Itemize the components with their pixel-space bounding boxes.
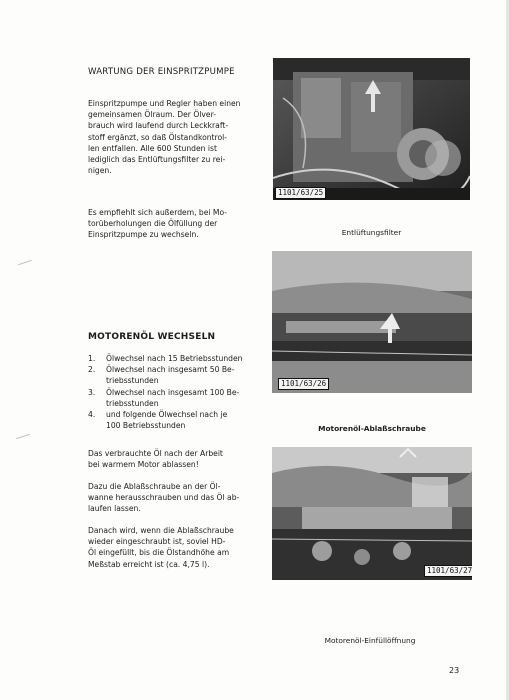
figure-label: 1101/63/26: [278, 378, 329, 390]
figure-caption: Motorenöl-Einfüllöffnung: [324, 636, 416, 645]
paragraph-ueberholung: [88, 207, 246, 241]
text-line: wanne herausschrauben und das Öl ab-: [88, 493, 240, 503]
text-line: Dazu die Ablaßschraube an der Öl-: [88, 482, 221, 491]
oil-pan-photo-illustration: [272, 251, 472, 393]
text-line: Einspritzpumpe zu wechseln.: [88, 230, 199, 240]
paragraph-ablassschraube: [88, 481, 250, 515]
text-line: len entfallen. Alle 600 Stunden ist: [88, 143, 217, 153]
text-line: Meßstab erreicht ist (ca. 4,75 l).: [88, 559, 210, 569]
section-title-einspritzpumpe: WARTUNG DER EINSPRITZPUMPE: [88, 67, 235, 77]
list-text-cont: 100 Betriebsstunden: [106, 421, 186, 431]
text-line: Danach wird, wenn die Ablaßschraube: [88, 526, 234, 535]
text-line: Das verbrauchte Öl nach der Arbeit: [88, 449, 223, 458]
list-number: 1.: [88, 354, 96, 363]
photo-einfuelloeffnung: [272, 447, 472, 580]
text-line: nigen.: [88, 166, 112, 176]
list-text-cont: triebsstunden: [106, 376, 159, 386]
photo-ablassschraube: [272, 251, 472, 393]
list-number: 4.: [88, 410, 96, 420]
text-line: lediglich das Entlüftungsfilter zu rei-: [88, 155, 226, 165]
list-item: [88, 387, 250, 409]
text-line: gemeinsamen Ölraum. Der Ölver-: [88, 110, 216, 120]
list-number: 3.: [88, 387, 96, 397]
photo-einspritzpumpe: [273, 58, 470, 200]
engine-photo-illustration: [273, 58, 470, 200]
text-line: brauch wird laufend durch Leckkraft-: [88, 121, 229, 131]
paragraph-ablassen: [88, 448, 250, 470]
list-number: 2.: [88, 365, 96, 375]
section-title-motorenoel: MOTORENÖL WECHSELN: [88, 332, 216, 342]
text-line: Einspritzpumpe und Regler haben einen: [88, 99, 241, 108]
margin-mark: [18, 260, 32, 265]
list-text: Ölwechsel nach 15 Betriebsstunden: [106, 354, 243, 363]
text-line: torüberholungen die Ölfüllung der: [88, 219, 218, 229]
list-text: und folgende Ölwechsel nach je: [106, 410, 228, 420]
list-text: Ölwechsel nach insgesamt 50 Be-: [106, 365, 235, 375]
text-line: Es empfiehlt sich außerdem, bei Mo-: [88, 208, 228, 217]
text-line: bei warmem Motor ablassen!: [88, 460, 199, 470]
oil-change-list: [88, 353, 250, 431]
list-text: Ölwechsel nach insgesamt 100 Be-: [106, 387, 240, 397]
list-item: [88, 353, 250, 364]
figure-caption: Motorenöl-Ablaßschraube: [318, 424, 426, 433]
paragraph-einfuellen: [88, 525, 250, 570]
filler-cap-photo-illustration: [272, 447, 472, 580]
margin-mark: [16, 434, 30, 439]
list-item: [88, 409, 250, 431]
text-line: Öl eingefüllt, bis die Ölstandhöhe am: [88, 548, 230, 558]
figure-caption: Entlüftungsfilter: [341, 228, 402, 237]
text-line: wieder eingeschraubt ist, soviel HD-: [88, 537, 226, 547]
list-item: [88, 364, 250, 386]
figure-label: 1101/63/27: [424, 565, 472, 577]
list-text-cont: triebsstunden: [106, 398, 159, 408]
text-line: laufen lassen.: [88, 504, 141, 514]
text-line: stoff ergänzt, so daß Ölstandkontrol-: [88, 132, 227, 142]
paragraph-einspritzpumpe: [88, 98, 246, 176]
figure-label: 1101/63/25: [275, 187, 326, 199]
page-number: 23: [449, 666, 460, 675]
